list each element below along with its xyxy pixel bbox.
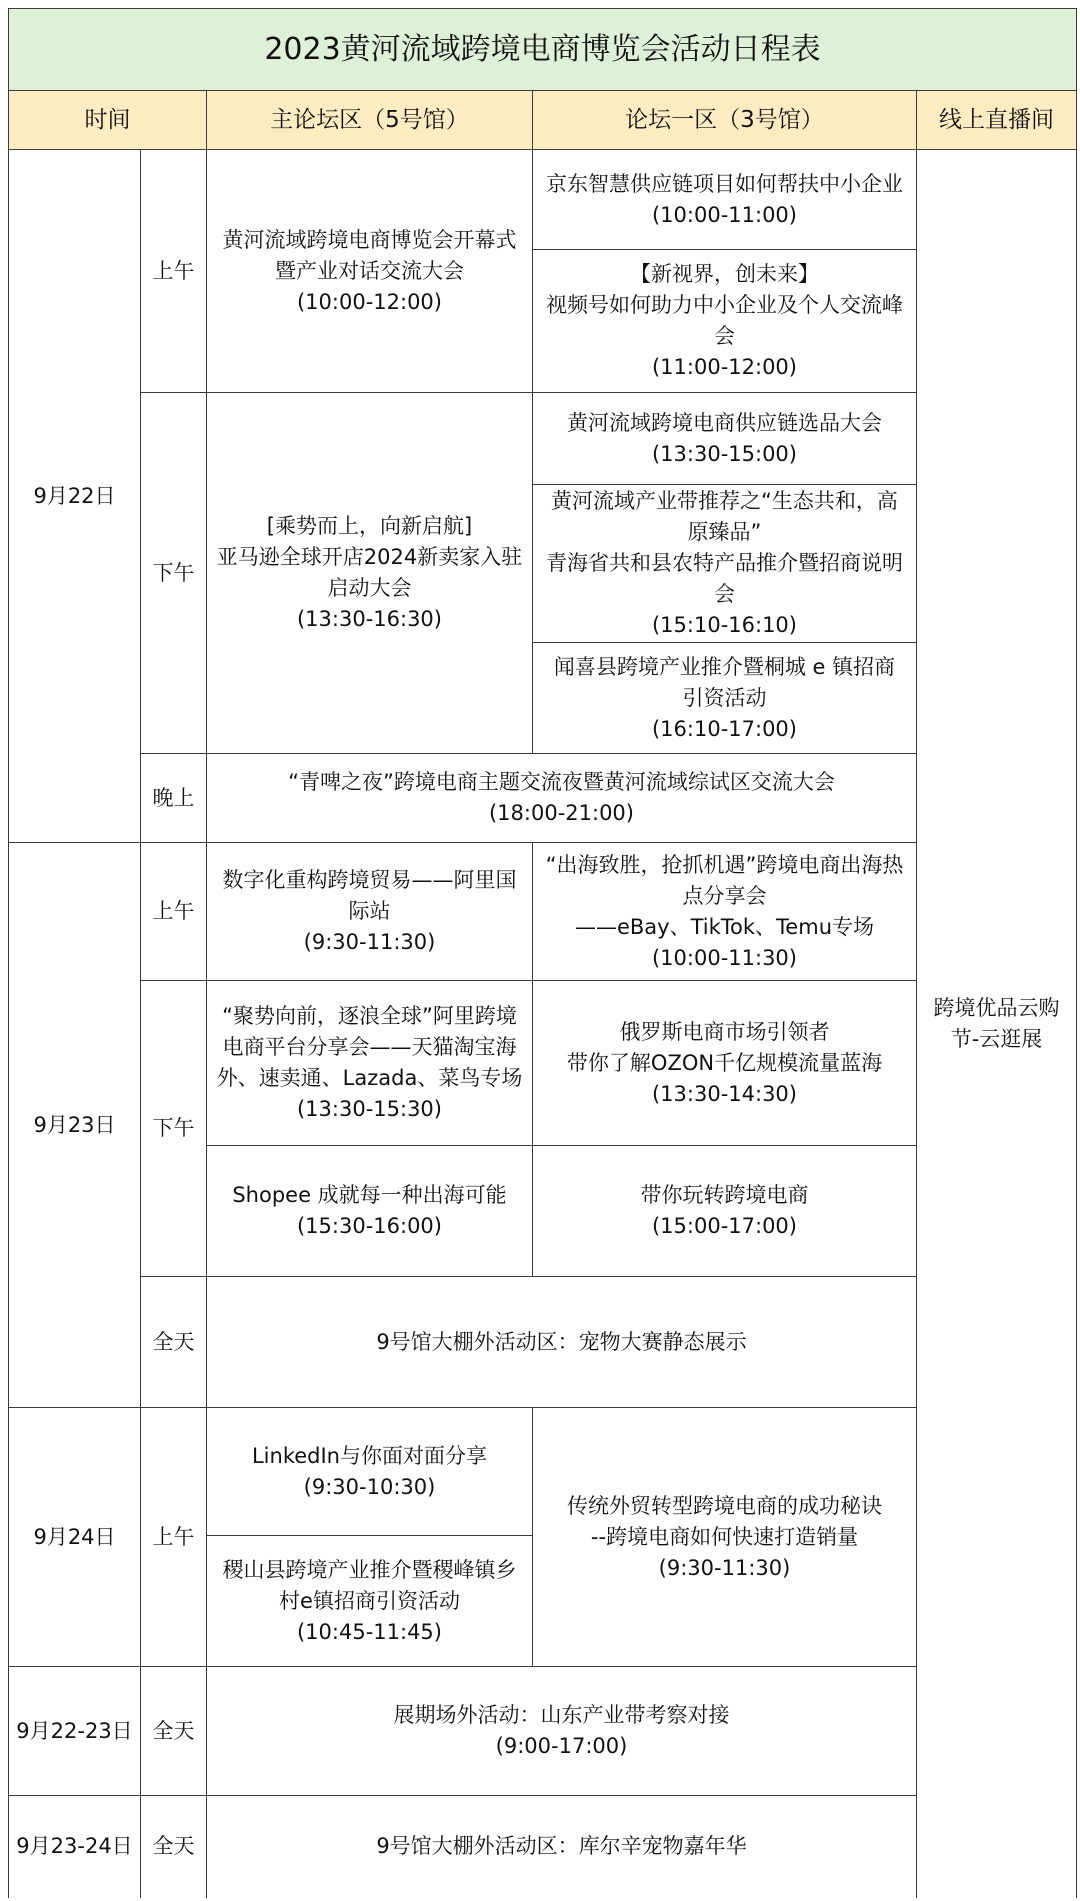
date-cell: 9月22日	[9, 150, 141, 843]
event-cell	[533, 485, 917, 643]
event-line: 青海省共和县农特产品推介暨招商说明	[546, 551, 903, 575]
event-cell	[533, 250, 917, 393]
event-line: 原臻品”	[687, 520, 762, 544]
event-line: 电商平台分享会——天猫淘宝海	[222, 1035, 517, 1059]
event-cell	[207, 393, 533, 754]
period-cell: 下午	[141, 393, 207, 754]
event-cell	[533, 393, 917, 485]
event-line: “聚势向前，逐浪全球”阿里跨境	[222, 1004, 517, 1028]
event-time: (18:00-21:00)	[488, 801, 634, 825]
event-line: [乘势而上，向新启航]	[266, 514, 473, 538]
period-cell: 全天	[141, 1796, 207, 1898]
online-cell	[917, 150, 1077, 1898]
event-line: “出海致胜，抢抓机遇”跨境电商出海热	[545, 852, 904, 877]
event-line: 启动大会	[327, 576, 412, 600]
period-cell: 上午	[141, 843, 207, 981]
event-time: (16:10-17:00)	[651, 716, 797, 741]
event-time: (9:30-11:30)	[303, 930, 436, 954]
event-time: (15:30-16:00)	[296, 1214, 442, 1238]
online-line: 跨境优品云购	[933, 995, 1060, 1020]
header-online: 线上直播间	[917, 91, 1077, 150]
event-line: ——eBay、TikTok、Temu专场	[574, 914, 874, 939]
event-time: (10:45-11:45)	[296, 1619, 442, 1644]
event-cell	[207, 1277, 917, 1408]
event-line: 会	[714, 324, 735, 348]
event-time: (13:30-14:30)	[651, 1081, 797, 1106]
event-line: 带你了解OZON千亿规模流量蓝海	[566, 1050, 883, 1075]
event-line: 闻喜县跨境产业推介暨桐城 e 镇招商	[553, 654, 896, 679]
event-line: 展期场外活动：山东产业带考察对接	[393, 1703, 730, 1727]
event-cell	[533, 643, 917, 754]
event-line: 稷山县跨境产业推介暨稷峰镇乡	[222, 1557, 517, 1582]
event-cell	[207, 843, 533, 981]
event-line: 传统外贸转型跨境电商的成功秘诀	[567, 1493, 882, 1518]
event-cell	[207, 754, 917, 843]
event-time: (13:30-15:00)	[651, 441, 797, 466]
date-cell: 9月22-23日	[9, 1667, 141, 1796]
period-cell: 上午	[141, 150, 207, 393]
event-time: (11:00-12:00)	[651, 355, 797, 379]
event-line: 视频号如何助力中小企业及个人交流峰	[546, 293, 903, 317]
event-line: 黄河流域跨境电商博览会开幕式	[222, 227, 517, 252]
schedule-table	[8, 8, 1077, 1898]
event-time: (9:30-11:30)	[658, 1555, 791, 1580]
period-cell: 全天	[141, 1277, 207, 1408]
event-time: (13:30-16:30)	[296, 607, 442, 631]
event-line: 会	[714, 582, 735, 606]
event-cell	[533, 981, 917, 1146]
event-time: (15:10-16:10)	[651, 613, 797, 637]
online-line: 节-云逛展	[950, 1026, 1043, 1051]
event-cell	[533, 1408, 917, 1667]
event-cell	[533, 1146, 917, 1277]
event-line: 点分享会	[682, 883, 767, 908]
event-cell	[207, 1536, 533, 1667]
date-cell: 9月24日	[9, 1408, 141, 1667]
event-time: (10:00-12:00)	[296, 289, 442, 314]
event-line: 暨产业对话交流大会	[275, 258, 464, 283]
event-time: (10:00-11:30)	[651, 945, 797, 970]
event-line: Shopee 成就每一种出海可能	[232, 1183, 507, 1207]
page-title: 2023黄河流域跨境电商博览会活动日程表	[9, 9, 1077, 91]
event-cell	[533, 150, 917, 250]
event-line: 黄河流域产业带推荐之“生态共和，高	[551, 489, 898, 513]
event-time: (10:00-11:00)	[651, 202, 797, 227]
event-line: 际站	[348, 899, 391, 923]
header-time: 时间	[9, 91, 207, 150]
event-line: --跨境电商如何快速打造销量	[590, 1524, 859, 1549]
event-time: (9:30-10:30)	[303, 1474, 436, 1499]
event-cell	[207, 981, 533, 1146]
event-line: 9号馆大棚外活动区：宠物大赛静态展示	[376, 1329, 747, 1354]
period-cell: 晚上	[141, 754, 207, 843]
event-cell	[533, 843, 917, 981]
event-line: 京东智慧供应链项目如何帮扶中小企业	[546, 171, 903, 196]
event-line: 村e镇招商引资活动	[279, 1588, 460, 1613]
event-time: (15:00-17:00)	[651, 1214, 797, 1238]
event-line: 外、速卖通、Lazada、菜鸟专场	[216, 1066, 523, 1090]
header-main-forum: 主论坛区（5号馆）	[207, 91, 533, 150]
event-cell	[207, 1146, 533, 1277]
event-line: 亚马逊全球开店2024新卖家入驻	[216, 545, 523, 569]
period-cell: 全天	[141, 1667, 207, 1796]
event-line: 带你玩转跨境电商	[640, 1183, 809, 1207]
event-line: 俄罗斯电商市场引领者	[619, 1019, 830, 1044]
period-cell: 上午	[141, 1408, 207, 1667]
event-time: (13:30-15:30)	[296, 1097, 442, 1121]
date-cell: 9月23日	[9, 843, 141, 1408]
event-line: “青啤之夜”跨境电商主题交流夜暨黄河流域综试区交流大会	[288, 770, 835, 794]
event-line: LinkedIn与你面对面分享	[251, 1443, 487, 1468]
event-cell	[207, 1796, 917, 1898]
event-line: 数字化重构跨境贸易——阿里国	[222, 868, 517, 892]
date-cell: 9月23-24日	[9, 1796, 141, 1898]
header-forum-one: 论坛一区（3号馆）	[533, 91, 917, 150]
event-line: 【新视界，创未来】	[630, 262, 819, 286]
period-cell: 下午	[141, 981, 207, 1277]
schedule-sheet	[8, 8, 1077, 1898]
event-line: 黄河流域跨境电商供应链选品大会	[567, 410, 882, 435]
event-time: (9:00-17:00)	[495, 1734, 628, 1758]
event-cell	[207, 1408, 533, 1536]
event-cell	[207, 150, 533, 393]
event-line: 引资活动	[682, 685, 767, 710]
event-cell	[207, 1667, 917, 1796]
event-line: 9号馆大棚外活动区：库尔辛宠物嘉年华	[376, 1834, 747, 1859]
